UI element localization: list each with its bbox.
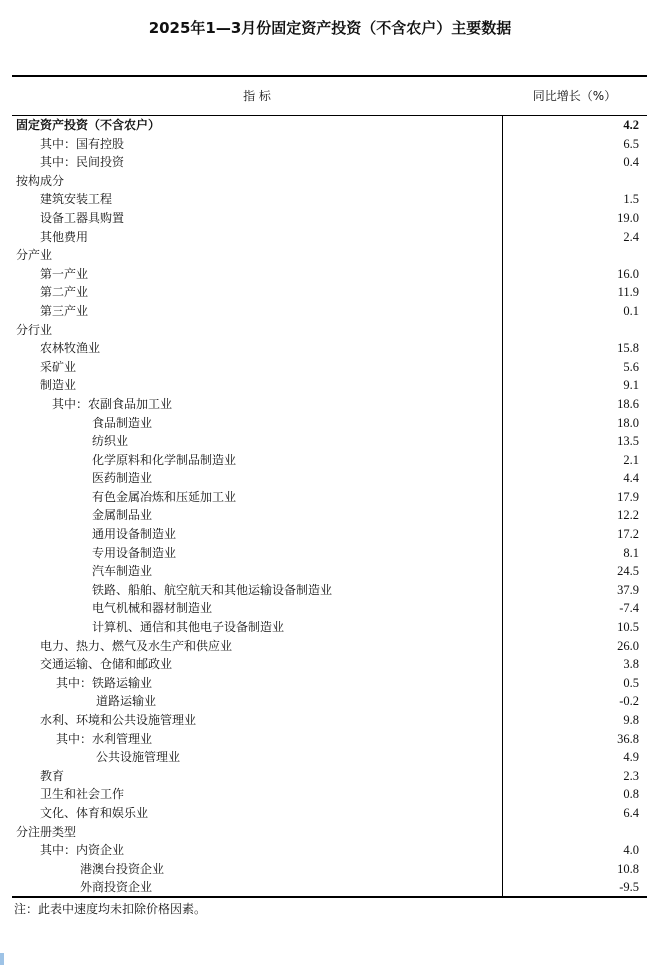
table-row: [12, 246, 647, 265]
table-row: [12, 637, 647, 656]
table-row: [12, 823, 647, 842]
table-bottom-rule: [12, 896, 647, 898]
row-value: 1.5: [623, 192, 639, 207]
row-label: 电气机械和器材制造业: [92, 601, 213, 616]
table-row: [12, 265, 647, 284]
row-value: 37.9: [617, 582, 639, 597]
table-row: [12, 711, 647, 730]
row-label: 教育: [40, 768, 65, 783]
table-row: [12, 135, 647, 154]
row-value: 4.0: [623, 843, 639, 858]
row-value: 15.8: [617, 341, 639, 356]
row-label: 其中：铁路运输业: [56, 675, 153, 690]
table-row: [12, 153, 647, 172]
row-value: 10.8: [617, 861, 639, 876]
table-row: [12, 376, 647, 395]
row-value: 0.4: [623, 155, 639, 170]
table-row: [12, 692, 647, 711]
row-label: 铁路、船舶、航空航天和其他运输设备制造业: [92, 582, 333, 597]
row-label: 其他费用: [40, 229, 89, 244]
row-label: 其中：水利管理业: [56, 731, 153, 746]
table-row: [12, 209, 647, 228]
row-value: 0.5: [623, 675, 639, 690]
footnote: 注：此表中速度均未扣除价格因素。: [14, 902, 207, 916]
row-label: 文化、体育和娱乐业: [40, 805, 149, 820]
table-row: [12, 451, 647, 470]
row-label: 第三产业: [40, 303, 89, 318]
row-value: 4.2: [623, 118, 639, 132]
table-row: [12, 599, 647, 618]
table-row: [12, 730, 647, 749]
table-row: [12, 283, 647, 302]
table-row: [12, 506, 647, 525]
row-value: 19.0: [617, 210, 639, 225]
row-label: 其中：内资企业: [40, 843, 125, 858]
row-label: 交通运输、仓储和邮政业: [40, 657, 173, 672]
row-value: -9.5: [619, 880, 639, 895]
table-row: [12, 190, 647, 209]
table-row: [12, 674, 647, 693]
row-value: 0.8: [623, 787, 639, 802]
table-row: [12, 116, 647, 135]
row-label: 设备工器具购置: [40, 210, 125, 225]
row-value: 9.8: [623, 713, 639, 727]
row-label: 其中：民间投资: [40, 155, 125, 170]
row-label: 分注册类型: [16, 824, 77, 839]
table-row: [12, 841, 647, 860]
row-label: 道路运输业: [96, 694, 157, 709]
table-row: [12, 339, 647, 358]
row-label: 金属制品业: [92, 508, 153, 523]
row-label: 水利、环境和公共设施管理业: [40, 713, 197, 727]
table-row: [12, 302, 647, 321]
header-growth: 同比增长（%）: [532, 89, 617, 103]
row-label: 港澳台投资企业: [80, 861, 165, 876]
table-row: [12, 878, 647, 897]
row-label: 其中：国有控股: [40, 136, 125, 151]
table-row: [12, 358, 647, 377]
row-label: 固定资产投资（不含农户）: [16, 118, 161, 132]
row-label: 电力、热力、燃气及水生产和供应业: [40, 638, 233, 653]
table-row: [12, 172, 647, 191]
table-row: [12, 395, 647, 414]
row-label: 纺织业: [92, 434, 129, 449]
row-label: 建筑安装工程: [40, 192, 113, 207]
table-row: [12, 618, 647, 637]
row-label: 分产业: [16, 248, 53, 263]
row-value: 12.2: [617, 508, 639, 523]
row-value: 36.8: [617, 731, 639, 746]
row-label: 分行业: [16, 322, 53, 337]
table-row: [12, 655, 647, 674]
row-value: 3.8: [623, 657, 639, 672]
table-row: [12, 488, 647, 507]
row-label: 有色金属冶炼和压延加工业: [92, 489, 237, 504]
row-label: 外商投资企业: [80, 880, 153, 895]
table-row: [12, 767, 647, 786]
row-value: 11.9: [617, 285, 639, 300]
table-header: [12, 75, 647, 116]
table-row: [12, 469, 647, 488]
row-value: 6.4: [623, 805, 639, 820]
row-label: 化学原料和化学制品制造业: [92, 452, 237, 467]
row-value: 18.6: [617, 396, 639, 411]
row-label: 公共设施管理业: [96, 750, 181, 765]
table-row: [12, 321, 647, 340]
data-table: [12, 75, 647, 897]
table-row: [12, 228, 647, 247]
row-label: 通用设备制造业: [92, 527, 177, 542]
row-value: 24.5: [617, 564, 639, 579]
row-label: 医药制造业: [92, 471, 153, 486]
table-row: [12, 525, 647, 544]
row-value: 4.4: [623, 471, 639, 486]
table-row: [12, 414, 647, 433]
row-label: 制造业: [40, 378, 77, 393]
row-value: 26.0: [617, 638, 639, 653]
row-value: 16.0: [617, 266, 639, 281]
table-row: [12, 562, 647, 581]
row-label: 专用设备制造业: [92, 545, 177, 560]
row-label: 食品制造业: [92, 415, 153, 430]
edge-marker: [0, 953, 4, 965]
row-value: 2.3: [623, 768, 639, 783]
row-value: 10.5: [617, 620, 639, 635]
row-label: 第一产业: [40, 266, 89, 281]
row-value: 9.1: [623, 378, 639, 393]
table-row: [12, 432, 647, 451]
table-row: [12, 785, 647, 804]
row-value: 6.5: [623, 136, 639, 151]
row-label: 按构成分: [16, 173, 65, 188]
row-label: 采矿业: [40, 359, 77, 374]
row-label: 汽车制造业: [92, 564, 153, 579]
row-value: 2.1: [623, 452, 639, 467]
row-value: -0.2: [619, 694, 639, 709]
row-label: 卫生和社会工作: [40, 787, 125, 802]
row-value: 2.4: [623, 229, 639, 244]
row-value: 13.5: [617, 434, 639, 449]
row-label: 农林牧渔业: [40, 341, 101, 356]
header-indicator: 指 标: [243, 89, 271, 103]
row-value: 5.6: [623, 359, 639, 374]
row-value: 17.9: [617, 489, 639, 504]
row-label: 第二产业: [40, 285, 89, 300]
row-value: 4.9: [623, 750, 639, 765]
row-value: 17.2: [617, 527, 639, 542]
row-value: 0.1: [623, 303, 639, 318]
table-row: [12, 860, 647, 879]
table-row: [12, 581, 647, 600]
page-title: 2025年1—3月份固定资产投资（不含农户）主要数据: [148, 19, 512, 37]
row-value: -7.4: [619, 601, 639, 616]
row-value: 18.0: [617, 415, 639, 430]
table-row: [12, 804, 647, 823]
table-body: [12, 116, 647, 897]
row-label: 其中：农副食品加工业: [52, 396, 173, 411]
row-label: 计算机、通信和其他电子设备制造业: [92, 620, 285, 635]
table-row: [12, 544, 647, 563]
row-value: 8.1: [623, 545, 639, 560]
table-row: [12, 748, 647, 767]
